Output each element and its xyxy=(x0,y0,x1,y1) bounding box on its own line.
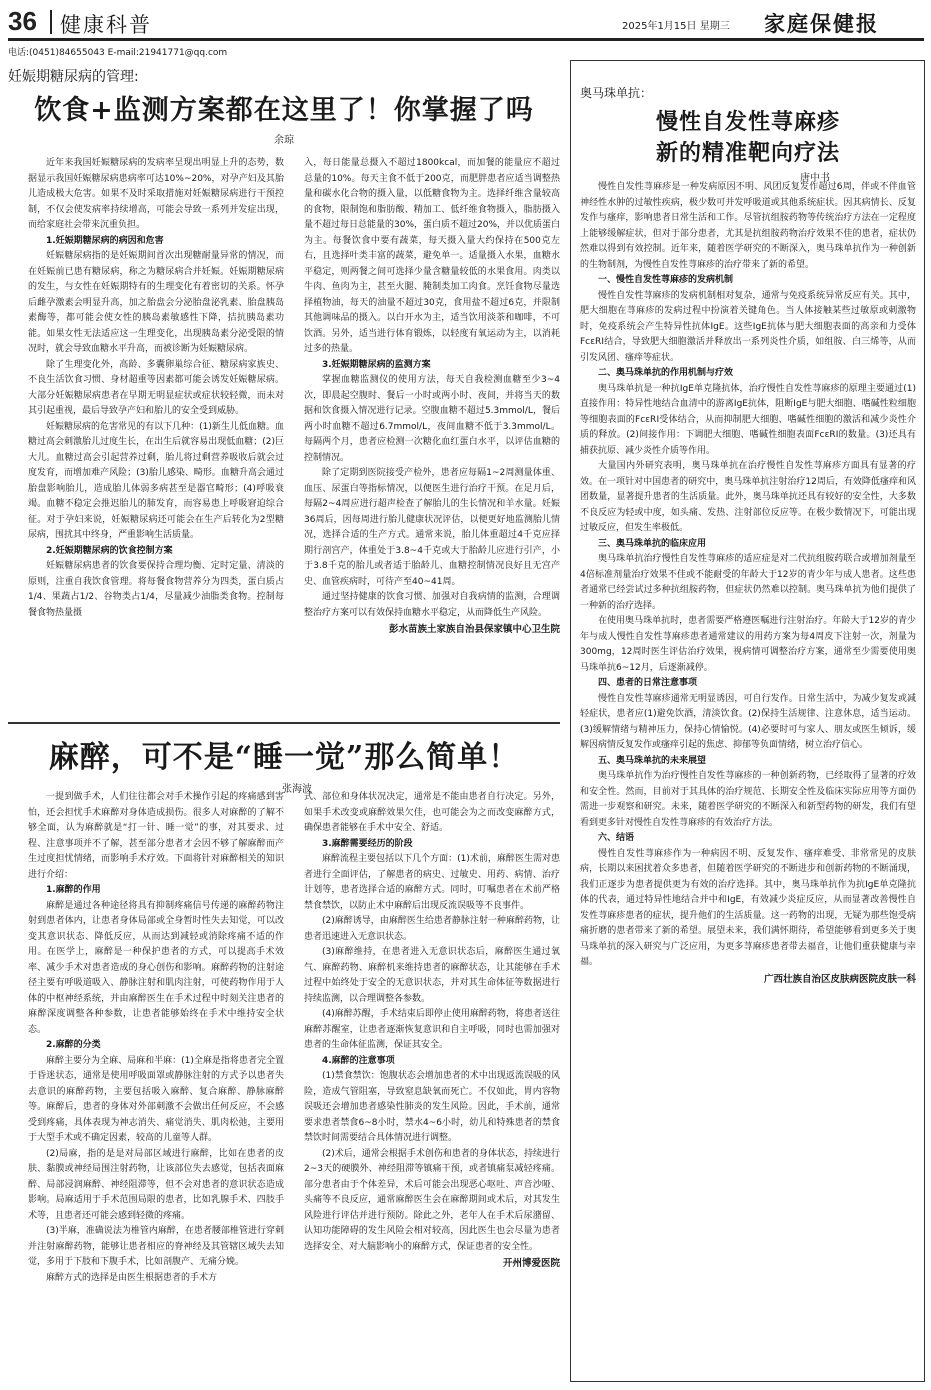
article1-body xyxy=(28,156,560,716)
subheading: 4.麻醉的注意事项 xyxy=(322,1055,395,1066)
byline-institution: 开州博爱医院 xyxy=(502,1258,560,1269)
article3-column xyxy=(580,180,916,1376)
paragraph: 通过坚持健康的饮食习惯、加强对自我病情的监测，合理调整治疗方案可以有效保持血糖水平稳定，从而降低生产风险。 xyxy=(304,592,560,618)
paragraph: 奥马珠单抗作为治疗慢性自发性荨麻疹的一种创新药物，已经取得了显著的疗效和安全性。然而，目前对于其具体的治疗规范、长期安全性及临床实际应用等方面仍需进一步观察和研究。未来，随着医学研究的不断深入和新型药物的研发，我们有望看到更多针对慢性自发性荨麻疹的有效治疗方法。 xyxy=(580,771,916,828)
subheading: 1.妊娠期糖尿病的病因和危害 xyxy=(46,235,164,246)
article-omalizumab-header xyxy=(580,84,916,184)
paragraph: (1)禁食禁饮：饱腹状态会增加患者的术中出现返流误吸的风险，造成气管阻塞，导致窒息缺氧而死亡。不仅如此，胃内容物误吸还会增加患者感染性肺炎的发生风险。因此，手术前，通常要求患者禁食6~8小时，禁水4~6小时，幼儿和特殊患者的禁食禁饮时间需要结合具体情况进行调整。 xyxy=(304,1071,560,1143)
paragraph: 慢性自发性荨麻疹是一种发病原因不明、风团反复发作超过6周，伴或不伴血管神经性水肿的过敏性疾病，极少数可并发呼吸道或其他系统症状。因其病情长、反复发作与瘙痒，影响患者日常生活和工作。尽管抗组胺药物等传统治疗方法在一定程度上能够缓解症状，但对于部分患者，尤其是抗组胺药物治疗效果不佳的患者，症状仍然难以得到有效控制。近年来，随着医学研究的不断深入，奥马珠单抗作为一种创新的生物制剂，为慢性自发性荨麻疹的治疗带来了新的希望。 xyxy=(580,182,916,270)
article-kicker: 妊娠期糖尿病的管理: xyxy=(8,69,139,85)
paragraph: 慢性自发性荨麻疹的发病机制相对复杂，通常与免疫系统异常反应有关。其中，肥大细胞在荨麻疹的发病过程中扮演着关键角色。当人体接触某些过敏原或刺激物时，免疫系统会产生特异性抗体IgE。这些IgE抗体与肥大细胞表面的高亲和力受体FcεRⅠ结合，导致肥大细胞激活并释放出一系列炎性介质，如组胺、白三烯等，从而引发风团、瘙痒等症状。 xyxy=(580,290,916,363)
paragraph: 慢性自发性荨麻疹作为一种病因不明、反复发作、瘙痒难受、非常常见的皮肤病，长期以来困扰着众多患者，但随着医学研究的不断进步和创新药物的不断涌现，我们正逐步为患者提供更为有效的治疗选择。其中，奥马珠单抗作为抗IgE单克隆抗体的代表，通过特异性地结合并中和IgE，有效减少炎症反应，从而显著改善慢性自发性荨麻疹患者的症状，提升他们的生活质量。这一药物的出现，无疑为那些饱受病痛折磨的患者带来了新的希望。展望未来，我们满怀期待，希望能够看到更多关于奥马珠单抗的深入研究与广泛应用，为更多荨麻疹患者带去福音，让他们重获健康与幸福。 xyxy=(580,848,916,967)
article-kicker: 奥马珠单抗： xyxy=(580,86,653,100)
paragraph: (2)麻醉诱导，由麻醉医生给患者静脉注射一种麻醉药物，让患者迅速进入无意识状态。 xyxy=(304,916,560,942)
article2-column-2 xyxy=(304,790,560,1382)
article2-body xyxy=(28,790,560,1382)
subheading: 六、结语 xyxy=(598,833,635,843)
paragraph: 式、部位和身体状况决定，通常是不能由患者自行决定。另外，如果手术改变或麻醉效果欠佳，也可能会为之而改变麻醉方式，确保患者能够在手术中安全、舒适。 xyxy=(304,792,560,833)
subheading: 一、慢性自发性荨麻疹的发病机制 xyxy=(598,275,734,285)
paragraph: 一提到做手术，人们往往都会对手术操作引起的疼痛感到害怕，还会担忧手术麻醉对身体造成损伤。很多人对麻醉的了解不够全面，认为麻醉就是“打一针、睡一觉”的事，对其要求、过程、注意事项并不了解，甚至部分患者才会因不够了解麻醉而产生过度担忧情绪，而影响手术疗效。下面将针对麻醉相关的知识进行介绍： xyxy=(28,792,284,880)
paragraph: 妊娠糖尿病患者的饮食要保持合理均衡、定时定量、清淡的原则，注重自我饮食管理。将每餐食物营养分为四类，蛋白质占1/4、果蔬占1/2、谷物类占1/4，尽量减少油脂类食物。控制每餐食物热量摄 xyxy=(28,561,284,618)
byline-institution: 彭水苗族土家族自治县保家镇中心卫生院 xyxy=(388,624,560,635)
subheading: 四、患者的日常注意事项 xyxy=(598,678,698,688)
paragraph: 麻醉主要分为全麻、局麻和半麻：(1)全麻是指将患者完全置于昏迷状态，通常是使用呼吸面罩或静脉注射的方式予以患者失去意识的麻醉药物，主要包括吸入麻醉、复合麻醉、静脉麻醉等。麻醉后，患者的身体对外部刺激不会做出任何反应，不会感受到疼痛，具体表现为神志消失、痛觉消失、肌肉松弛，主要用于大型手术或不确定因素，较高的儿童等人群。 xyxy=(28,1055,284,1143)
paragraph: 妊娠糖尿病的危害常见的有以下几种：(1)新生儿低血糖。血糖过高会刺激胎儿过度生长，在出生后就容易出现低血糖；(2)巨大儿。血糖过高会引起营养过剩，胎儿将过剩营养吸收后就会过度发育，而增加难产风险；(3)胎儿感染、畸形。血糖升高会通过胎盘影响胎儿，造成胎儿体弱多病甚至是器官畸形；(4)呼吸衰竭。血糖不稳定会推迟胎儿的肺发育，而容易患上呼吸窘迫综合征。对于孕妇来说，妊娠糖尿病还可能会在生产后转化为2型糖尿病，围扰其中终身，严重影响生活质量。 xyxy=(28,421,284,540)
subheading: 3.妊娠期糖尿病的监测方案 xyxy=(322,359,431,370)
article-author: 唐中书 xyxy=(800,173,830,184)
paragraph: 慢性自发性荨麻疹通常无明显诱因，可自行发作。日常生活中，为减少复发或减轻症状，患者应(1)避免饮酒，清淡饮食。(2)保持生活规律、注意休息，适当运动。(3)缓解情绪与精神压力，保持心情愉悦。(4)必要时可与家人、朋友或医生倾诉，缓解因病情反复发作或瘙痒引起的焦虑、抑郁等负面情绪，树立治疗信心。 xyxy=(580,693,916,750)
paragraph: 大量国内外研究表明，奥马珠单抗在治疗慢性自发性荨麻疹方面具有显著的疗效。在一项针对中国患者的研究中，奥马珠单抗注射治疗12周后，有效降低瘙痒和风团数量，显著提升患者的生活质量。此外，奥马珠单抗还具有较好的安全性，大多数不良反应为轻或中度，如头痛、发热、注射部位反应等。在极少数情况下，可能出现过敏反应，但发生率极低。 xyxy=(580,461,916,533)
paragraph: 在使用奥马珠单抗时，患者需要严格遵医嘱进行注射治疗。年龄大于12岁的青少年与成人慢性自发性荨麻疹患者通常建议的用药方案为每4周皮下注射一次，剂量为300mg，12周时医生评估治疗效果，视病情可调整治疗方案，通常至少需要使用奥马珠单抗6~12月，后逐渐减停。 xyxy=(580,616,916,673)
masthead-rule xyxy=(8,38,924,41)
article-gestational-diabetes xyxy=(8,66,560,146)
paragraph: 妊娠糖尿病指的是妊娠期间首次出现糖耐量异常的情况，而在妊娠前已患有糖尿病，称之为糖尿病合并妊娠。妊娠期糖尿病的发生，与女性在妊娠期特有的生理变化有着密切的关系。怀孕后雌孕激素会明显升高，加之胎盘会分泌胎盘泌乳素、胎盘胰岛素酶等，都可能会使女性的胰岛素敏感性下降，拮抗胰岛素功能。如果女性无法适应这一生理变化，出现胰岛素分泌受限的情况时，就会导致血糖水平升高，而被诊断为妊娠糖尿病。 xyxy=(28,251,284,354)
paragraph: 近年来我国妊娠糖尿病的发病率呈现出明显上升的态势，数据显示我国妊娠糖尿病患病率可达10%~20%，对孕产妇及其胎儿造成极大危害。如果不及时采取措施对妊娠糖尿病进行干预控制，不仅会使发病率持续增高，可能会导致一系列并发症出现，而给家庭社会带来沉重负担。 xyxy=(28,158,284,230)
paragraph: (2)术后，通常会根据手术创伤和患者的身体状态，持续进行2~3天的硬膜外、神经阻滞等镇痛干预，或者镇痛泵减轻疼痛。部分患者由于个体差异，术后可能会出现恶心呕吐、声音沙哑、头痛等不良反应，通常麻醉医生会在麻醉期间或术后，对其发生风险进行评估并进行预防。除此之外，老年人在手术后尿潴留、认知功能障碍的发生风险会相对较高，因此医生也会尽量为患者选择安全、对大脑影响小的麻醉方式，保证患者的安全性。 xyxy=(304,1148,560,1252)
paragraph: 除了生理变化外，高龄、多囊卵巢综合征、糖尿病家族史、不良生活饮食习惯、身材超重等因素都可能会诱发妊娠糖尿病。大部分妊娠糖尿病患者在早期无明显症状或症状较轻微，而未对其引起重视，最后导致孕产妇和胎儿的安全受到威胁。 xyxy=(28,359,284,416)
masthead-divider xyxy=(50,10,52,34)
article-anesthesia xyxy=(8,732,560,795)
page-number: 36 xyxy=(8,6,37,36)
subheading: 2.麻醉的分类 xyxy=(46,1040,101,1050)
article-author: 张海波 xyxy=(282,784,312,795)
issue-date: 2025年1月15日 星期三 xyxy=(622,21,730,32)
article3-body xyxy=(580,180,916,1376)
subheading: 1.麻醉的作用 xyxy=(46,885,101,895)
paragraph: (4)麻醉苏醒，手术结束后即停止使用麻醉药物，将患者送往麻醉苏醒室，让患者逐渐恢复意识和自主呼吸，同时也需加强对患者的生命体征监测，保证其安全。 xyxy=(304,1009,560,1050)
paragraph: (3)麻醉维持，在患者进入无意识状态后，麻醉医生通过氧气、麻醉药物、麻醉机来维持患者的麻醉状态，让其能够在手术过程中始终处于安全的无意识状态，并对其生命体征等数据进行持续监测，以合理调整各参数。 xyxy=(304,947,560,1004)
article2-column-1 xyxy=(28,790,284,1382)
article1-column-2 xyxy=(304,156,560,716)
subheading: 2.妊娠期糖尿病的饮食控制方案 xyxy=(46,545,173,556)
paragraph: 入，每日能量总摄入不超过1800kcal，而加餐的能量应不超过总量的10%。每天主食不低于200克，而肥胖患者应适当调整热量和碳水化合物的摄入量，以低糖食物为主。选择纤维含量较高的食物，限制饱和脂肪酸、精加工、低纤维食物摄入，脂肪摄入量不超过每日总能量的30%，蛋白质不超过20%，并以优质蛋白为主。每餐饮食中要有蔬菜，每天摄入量大约保持在500克左右，且选择叶类丰富的蔬菜，避免单一。适量摄入水果，血糖水平稳定，则两餐之间可选择少量含糖量较低的水果食用。肉类以牛肉、鱼肉为主，甚至火腿、腌制类加工肉食。烹饪食物尽量选择植物油，每天的油量不超过30克，食用盐不超过6克，并限制其他调味品的摄入。以白开水为主，适当饮用淡茶和咖啡，不可饮酒。另外，适当进行体育锻炼，以轻度有氧运动为主，以消耗过多的热量。 xyxy=(304,158,560,354)
contact-line: 电话:(0451)84655043 E-mail:21941771@qq.com xyxy=(8,48,228,58)
subheading: 五、奥马珠单抗的未来展望 xyxy=(598,755,707,766)
subheading: 3.麻醉需要经历的阶段 xyxy=(322,838,413,849)
article-headline: 麻醉，可不是“睡一觉”那么简单！ xyxy=(48,740,520,775)
paragraph: 奥马珠单抗是一种抗IgE单克隆抗体，治疗慢性自发性荨麻疹的原理主要通过(1)直接作用：特异性地结合血清中的游离IgE抗体，阻断IgE与肥大细胞、嗜碱性粒细胞等细胞表面的FcεRⅠ受体结合，从而抑制肥大细胞、嗜碱性细胞的激活和减少炎性介质的释放。(2)间接作用：下调肥大细胞、嗜碱性细胞表面FcεRⅠ的数量。(3)还具有捕获抗原、减少炎性介质等作用。 xyxy=(580,383,916,456)
masthead xyxy=(0,0,931,58)
paragraph: (3)半麻，准确说法为椎管内麻醉，在患者腰部椎管进行穿刺并注射麻醉药物，能够让患者相应的脊神经及其管辖区域失去知觉，多用于下肢和下腹手术，比如剖腹产、无痛分娩。 xyxy=(28,1226,284,1267)
byline-institution: 广西壮族自治区皮肤病医院皮肤一科 xyxy=(763,973,916,985)
article-headline-line-2: 新的精准靶向疗法 xyxy=(655,140,840,166)
article-divider xyxy=(8,722,560,724)
subheading: 二、奥马珠单抗的作用机制与疗效 xyxy=(598,368,734,378)
paragraph: (2)局麻，指的是是对局部区域进行麻醉，比如在患者的皮肤、黏膜或神经局围注射药物，让该部位失去感觉，包括表面麻醉、局部浸润麻醉、神经阻滞等，但不会对患者的意识状态造成影响。局麻适用于手术范围局限的患者，比如乳腺手术、四肢手术等，且患者还可能会感到轻微的疼痛。 xyxy=(28,1148,284,1221)
paragraph: 奥马珠单抗治疗慢性自发性荨麻疹的适应症是对二代抗组胺药联合或增加剂量至4倍标准剂量治疗效果不佳或不能耐受的年龄大于12岁的青少年与成人患者。这些患者通常已经尝试过多种抗组胺药物，但症状仍然难以控制。奥马珠单抗为他们提供了一种新的治疗选择。 xyxy=(580,554,916,611)
article-headline: 饮食+监测方案都在这里了！你掌握了吗 xyxy=(34,95,534,126)
paragraph: 麻醉流程主要包括以下几个方面：(1)术前，麻醉医生需对患者进行全面评估，了解患者的病史、过敏史、用药、病情、治疗计划等，患者选择合适的麻醉方式。同时，叮嘱患者在术前严格禁食禁饮，以防止术中麻醉后出现反流误吸等不良事件。 xyxy=(304,854,560,911)
section-title: 健康科普 xyxy=(60,13,152,37)
article1-column-1 xyxy=(28,156,284,716)
paragraph: 除了定期到医院接受产检外，患者应每隔1~2周测量体重、血压、尿蛋白等指标情况，以便医生进行治疗干预。在足月后，每隔2~4周应进行超声检查了解胎儿的生长情况和羊水量。妊娠36周后，因每周进行胎儿健康状况评估，以便更好地监测胎儿情况，选择合适的生产方式。通常来说，胎儿体重超过4千克应择期行剖宫产，体重处于3.8~4千克或大于胎龄儿应进行引产，小于3.8千克的胎儿或者适于胎龄儿、血糖控制情况良好且无宫产史、血管疾病时，可待产至40~41周。 xyxy=(304,468,560,587)
article-author: 余琼 xyxy=(274,135,294,146)
article-headline-line-1: 慢性自发性荨麻疹 xyxy=(655,109,840,135)
paragraph: 掌握血糖监测仪的使用方法，每天自我检测血糖至少3~4次，即晨起空腹时、餐后一小时或两小时、夜间，并将当天的数据和饮食摄入情况进行记录。空腹血糖不超过5.3mmol/L，餐后两小时血糖不超过6.7mmol/L，夜间血糖不低于3.3mmol/L。每隔两个月，患者应检测一次糖化血红蛋白水平，以评估血糖的控制情况。 xyxy=(304,375,560,463)
paragraph: 麻醉方式的选择是由医生根据患者的手术方 xyxy=(46,1272,218,1283)
subheading: 三、奥马珠单抗的临床应用 xyxy=(598,538,707,549)
newspaper-brand: 家庭保健报 xyxy=(764,11,879,36)
paragraph: 麻醉是通过各种途径将具有抑制疼痛信号传递的麻醉药物注射到患者体内，让患者身体局部或全身暂时性失去知觉，可以改变其意识状态、降低反应，从而达到减轻或消除疼痛不适的作用。在医学上，麻醉是一种保护患者的方式，可以提高手术效率、减少手术对患者造成的身心创伤和影响。麻醉药物的注射途径主要有呼吸道吸入、静脉注射和肌肉注射，可使药物作用于人体的中枢神经系统，并由麻醉医生在手术过程中时刻关注患者的麻醉深度调整各种参数，让患者能够始终在手术中维持安全状态。 xyxy=(28,900,284,1035)
